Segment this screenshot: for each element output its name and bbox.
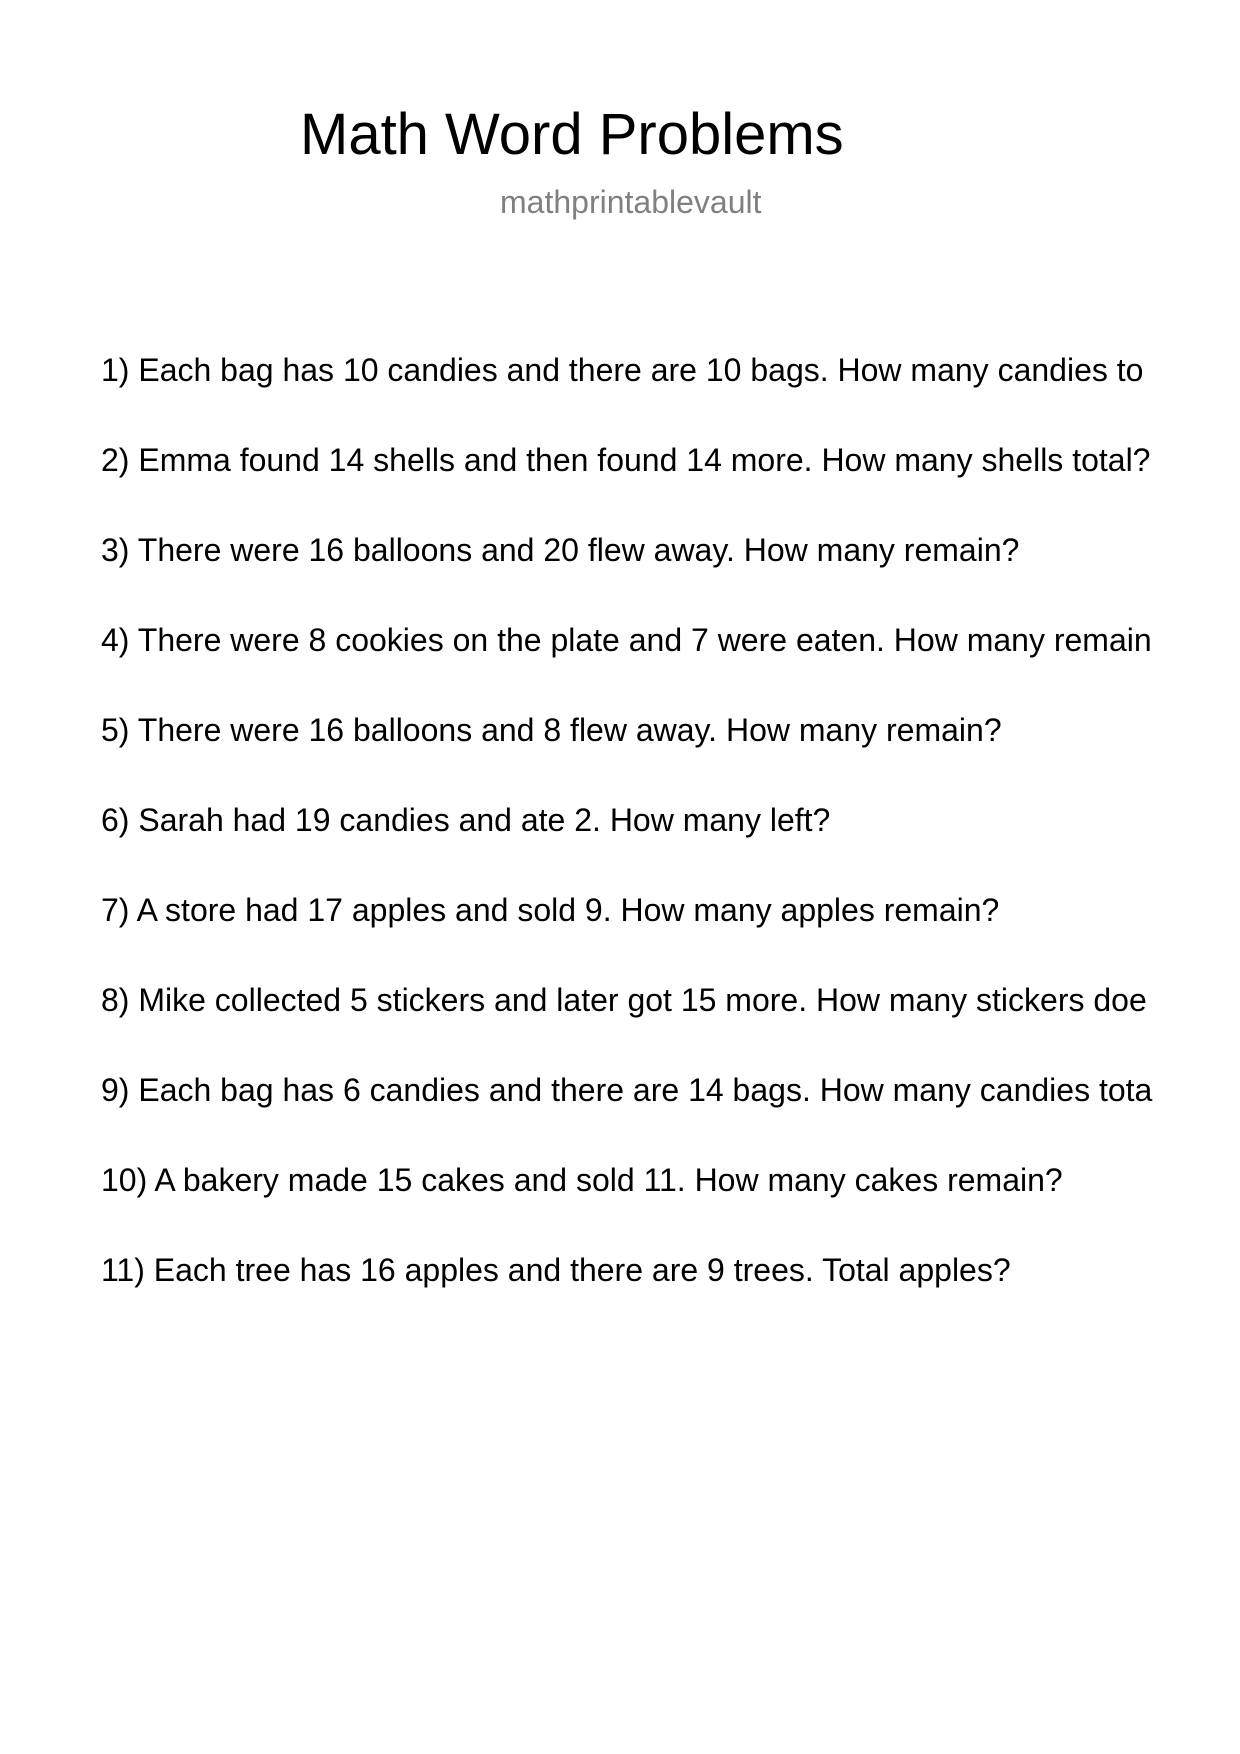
problem-item: 10) A bakery made 15 cakes and sold 11. How many cakes remain? xyxy=(101,1162,1063,1198)
problem-item: 7) A store had 17 apples and sold 9. How many apples remain? xyxy=(101,892,1000,928)
problem-item: 6) Sarah had 19 candies and ate 2. How many left? xyxy=(101,802,831,838)
problem-item: 4) There were 8 cookies on the plate and 7 were eaten. How many remain xyxy=(101,622,1152,658)
problem-item: 2) Emma found 14 shells and then found 14 more. How many shells total? xyxy=(101,442,1151,478)
problem-item: 1) Each bag has 10 candies and there are 10 bags. How many candies to xyxy=(101,352,1144,388)
problem-list xyxy=(101,346,1240,1336)
page-subtitle: mathprintablevault xyxy=(500,184,762,220)
problem-item: 11) Each tree has 16 apples and there are 9 trees. Total apples? xyxy=(101,1252,1011,1288)
problem-item: 8) Mike collected 5 stickers and later got 15 more. How many stickers doe xyxy=(101,982,1147,1018)
problem-item: 9) Each bag has 6 candies and there are 14 bags. How many candies tota xyxy=(101,1072,1153,1108)
problem-item: 3) There were 16 balloons and 20 flew away. How many remain? xyxy=(101,532,1020,568)
problem-item: 5) There were 16 balloons and 8 flew away. How many remain? xyxy=(101,712,1002,748)
page-title: Math Word Problems xyxy=(300,102,844,167)
